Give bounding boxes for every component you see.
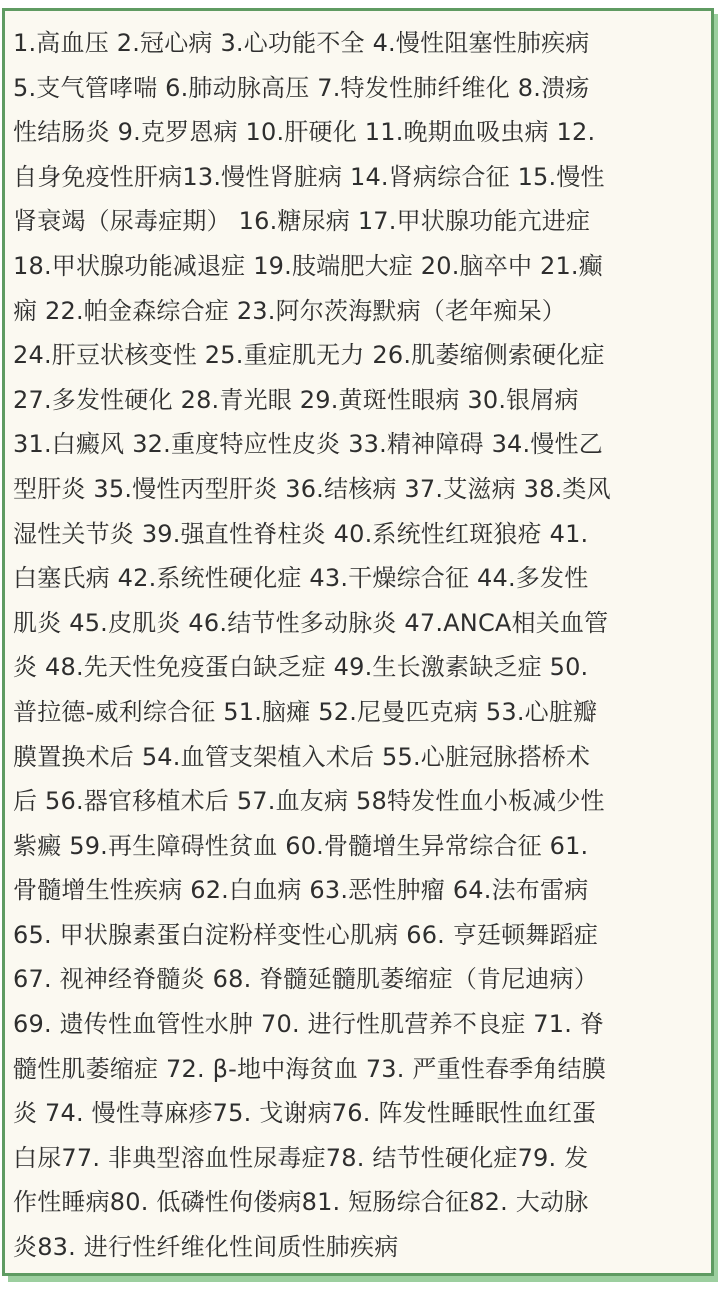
text-line: 性结肠炎 9.克罗恩病 10.肝硬化 11.晚期血吸虫病 12. — [13, 118, 596, 147]
text-line: 24.肝豆状核变性 25.重症肌无力 26.肌萎缩侧索硬化症 — [13, 341, 605, 370]
text-line: 白塞氏病 42.系统性硬化症 43.干燥综合征 44.多发性 — [13, 564, 589, 593]
text-line: 作性睡病80. 低磷性佝偻病81. 短肠综合征82. 大动脉 — [13, 1188, 589, 1217]
text-line: 髓性肌萎缩症 72. β-地中海贫血 73. 严重性春季角结膜 — [13, 1054, 607, 1083]
text-line: 白尿77. 非典型溶血性尿毒症78. 结节性硬化症79. 发 — [13, 1143, 589, 1172]
disease-list-text — [13, 21, 703, 1270]
text-line: 5.支气管哮喘 6.肺动脉高压 7.特发性肺纤维化 8.溃疡 — [13, 73, 590, 102]
text-line: 18.甲状腺功能减退症 19.肢端肥大症 20.脑卒中 21.癫 — [13, 251, 603, 280]
text-line: 27.多发性硬化 28.青光眼 29.黄斑性眼病 30.银屑病 — [13, 385, 579, 414]
text-line: 湿性关节炎 39.强直性脊柱炎 40.系统性红斑狼疮 41. — [13, 519, 589, 548]
text-line: 后 56.器官移植术后 57.血友病 58特发性血小板减少性 — [13, 787, 605, 816]
text-line: 普拉德-威利综合征 51.脑瘫 52.尼曼匹克病 53.心脏瓣 — [13, 697, 598, 726]
text-line: 31.白癜风 32.重度特应性皮炎 33.精神障碍 34.慢性乙 — [13, 430, 603, 459]
text-line: 炎 48.先天性免疫蛋白缺乏症 49.生长激素缺乏症 50. — [13, 653, 589, 682]
text-line: 65. 甲状腺素蛋白淀粉样变性心肌病 66. 亨廷顿舞蹈症 — [13, 920, 599, 949]
text-line: 炎83. 进行性纤维化性间质性肺疾病 — [13, 1233, 399, 1262]
text-line: 肌炎 45.皮肌炎 46.结节性多动脉炎 47.ANCA相关血管 — [13, 608, 609, 637]
text-line: 膜置换术后 54.血管支架植入术后 55.心脏冠脉搭桥术 — [13, 742, 591, 771]
text-line: 67. 视神经脊髓炎 68. 脊髓延髓肌萎缩症（肯尼迪病） — [13, 965, 599, 994]
text-line: 紫癜 59.再生障碍性贫血 60.骨髓增生异常综合征 61. — [13, 831, 589, 860]
text-line: 骨髓增生性疾病 62.白血病 63.恶性肿瘤 64.法布雷病 — [13, 876, 589, 905]
text-line: 肾衰竭（尿毒症期） 16.糖尿病 17.甲状腺功能亢进症 — [13, 207, 591, 236]
text-line: 炎 74. 慢性荨麻疹75. 戈谢病76. 阵发性睡眠性血红蛋 — [13, 1099, 597, 1128]
text-line: 痫 22.帕金森综合症 23.阿尔茨海默病（老年痴呆） — [13, 296, 566, 325]
text-line: 型肝炎 35.慢性丙型肝炎 36.结核病 37.艾滋病 38.类风 — [13, 474, 611, 503]
text-line: 69. 遗传性血管性水肿 70. 进行性肌营养不良症 71. 脊 — [13, 1010, 605, 1039]
text-line: 1.高血压 2.冠心病 3.心功能不全 4.慢性阻塞性肺疾病 — [13, 29, 590, 57]
text-line: 自身免疫性肝病13.慢性肾脏病 14.肾病综合征 15.慢性 — [13, 162, 605, 191]
